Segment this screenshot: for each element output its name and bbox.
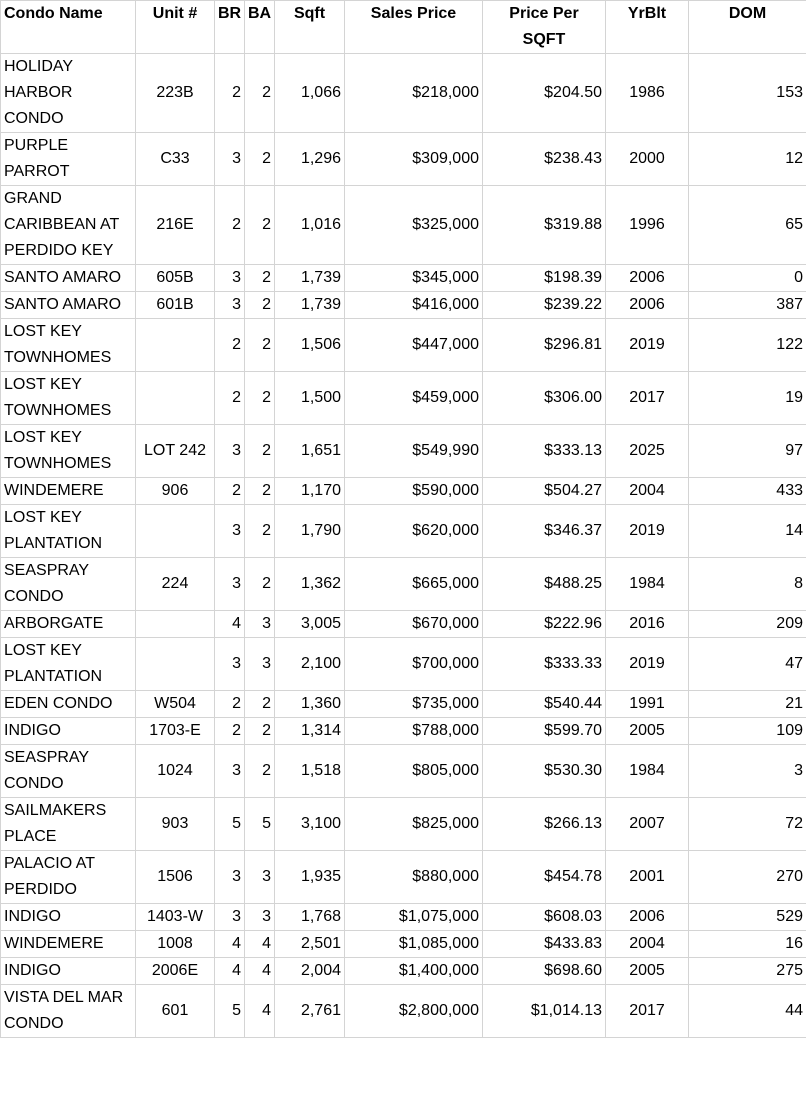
cell-br: 3 (215, 745, 245, 798)
table-row (1, 691, 806, 718)
cell-ba: 2 (245, 54, 275, 133)
cell-unit: 1703-E (136, 718, 215, 745)
cell-sales-price: $1,085,000 (345, 931, 483, 958)
cell-br: 3 (215, 851, 245, 904)
cell-sqft: 1,170 (275, 478, 345, 505)
cell-sales-price: $1,400,000 (345, 958, 483, 985)
cell-br: 3 (215, 265, 245, 292)
cell-ba: 2 (245, 425, 275, 478)
cell-dom: 109 (689, 718, 806, 745)
cell-condo-name: INDIGO (1, 718, 136, 745)
cell-sqft: 2,100 (275, 638, 345, 691)
cell-price-per-sqft: $488.25 (483, 558, 606, 611)
cell-ba: 2 (245, 372, 275, 425)
cell-sqft: 1,935 (275, 851, 345, 904)
cell-sales-price: $735,000 (345, 691, 483, 718)
cell-unit (136, 505, 215, 558)
header-year-built: YrBlt (606, 1, 689, 54)
cell-ba: 5 (245, 798, 275, 851)
cell-price-per-sqft: $454.78 (483, 851, 606, 904)
cell-dom: 153 (689, 54, 806, 133)
cell-year-built: 2017 (606, 372, 689, 425)
cell-dom: 44 (689, 985, 806, 1038)
header-price-per-sqft: Price Per SQFT (483, 1, 606, 54)
cell-year-built: 2019 (606, 638, 689, 691)
table-row (1, 505, 806, 558)
cell-price-per-sqft: $530.30 (483, 745, 606, 798)
cell-ba: 3 (245, 611, 275, 638)
cell-sqft: 1,296 (275, 133, 345, 186)
cell-year-built: 1986 (606, 54, 689, 133)
cell-ba: 4 (245, 931, 275, 958)
cell-year-built: 2005 (606, 958, 689, 985)
cell-ba: 2 (245, 133, 275, 186)
cell-sales-price: $416,000 (345, 292, 483, 319)
cell-br: 3 (215, 133, 245, 186)
table-row (1, 985, 806, 1038)
cell-condo-name: VISTA DEL MAR CONDO (1, 985, 136, 1038)
cell-unit: C33 (136, 133, 215, 186)
table-row (1, 186, 806, 265)
cell-condo-name: LOST KEY TOWNHOMES (1, 425, 136, 478)
table-row (1, 372, 806, 425)
cell-unit: 1506 (136, 851, 215, 904)
cell-dom: 3 (689, 745, 806, 798)
cell-year-built: 1984 (606, 745, 689, 798)
cell-price-per-sqft: $698.60 (483, 958, 606, 985)
cell-sales-price: $459,000 (345, 372, 483, 425)
cell-condo-name: EDEN CONDO (1, 691, 136, 718)
table-header (1, 1, 806, 54)
cell-unit (136, 611, 215, 638)
cell-br: 4 (215, 611, 245, 638)
table-body (1, 54, 806, 1038)
cell-condo-name: ARBORGATE (1, 611, 136, 638)
cell-br: 3 (215, 505, 245, 558)
cell-sqft: 2,761 (275, 985, 345, 1038)
cell-br: 5 (215, 985, 245, 1038)
cell-year-built: 2004 (606, 931, 689, 958)
cell-condo-name: SEASPRAY CONDO (1, 558, 136, 611)
cell-unit: W504 (136, 691, 215, 718)
cell-sales-price: $218,000 (345, 54, 483, 133)
cell-br: 2 (215, 186, 245, 265)
table-row (1, 718, 806, 745)
cell-unit: 2006E (136, 958, 215, 985)
cell-price-per-sqft: $608.03 (483, 904, 606, 931)
cell-condo-name: INDIGO (1, 904, 136, 931)
cell-price-per-sqft: $222.96 (483, 611, 606, 638)
cell-unit (136, 372, 215, 425)
cell-dom: 275 (689, 958, 806, 985)
cell-unit: 601 (136, 985, 215, 1038)
cell-dom: 209 (689, 611, 806, 638)
cell-br: 2 (215, 691, 245, 718)
cell-condo-name: LOST KEY TOWNHOMES (1, 372, 136, 425)
cell-unit: 216E (136, 186, 215, 265)
table-row (1, 478, 806, 505)
header-dom: DOM (689, 1, 806, 54)
cell-ba: 2 (245, 265, 275, 292)
cell-br: 2 (215, 54, 245, 133)
cell-unit: 1403-W (136, 904, 215, 931)
cell-ba: 2 (245, 319, 275, 372)
cell-price-per-sqft: $319.88 (483, 186, 606, 265)
cell-sqft: 1,362 (275, 558, 345, 611)
cell-price-per-sqft: $306.00 (483, 372, 606, 425)
cell-condo-name: SANTO AMARO (1, 265, 136, 292)
cell-sales-price: $620,000 (345, 505, 483, 558)
cell-br: 2 (215, 319, 245, 372)
cell-condo-name: INDIGO (1, 958, 136, 985)
cell-sqft: 3,100 (275, 798, 345, 851)
cell-ba: 3 (245, 851, 275, 904)
cell-condo-name: LOST KEY PLANTATION (1, 638, 136, 691)
cell-dom: 19 (689, 372, 806, 425)
cell-price-per-sqft: $296.81 (483, 319, 606, 372)
table-row (1, 558, 806, 611)
cell-br: 2 (215, 718, 245, 745)
cell-dom: 21 (689, 691, 806, 718)
cell-dom: 529 (689, 904, 806, 931)
cell-sqft: 1,518 (275, 745, 345, 798)
cell-dom: 387 (689, 292, 806, 319)
cell-condo-name: PALACIO AT PERDIDO (1, 851, 136, 904)
table-row (1, 265, 806, 292)
cell-sqft: 1,651 (275, 425, 345, 478)
cell-price-per-sqft: $266.13 (483, 798, 606, 851)
cell-sqft: 1,739 (275, 292, 345, 319)
cell-sales-price: $345,000 (345, 265, 483, 292)
cell-sales-price: $670,000 (345, 611, 483, 638)
table-row (1, 319, 806, 372)
cell-br: 4 (215, 931, 245, 958)
cell-br: 5 (215, 798, 245, 851)
table-row (1, 931, 806, 958)
cell-dom: 14 (689, 505, 806, 558)
cell-price-per-sqft: $333.13 (483, 425, 606, 478)
cell-dom: 16 (689, 931, 806, 958)
header-sales-price: Sales Price (345, 1, 483, 54)
cell-sqft: 1,768 (275, 904, 345, 931)
cell-sales-price: $447,000 (345, 319, 483, 372)
header-sqft: Sqft (275, 1, 345, 54)
cell-unit (136, 638, 215, 691)
cell-price-per-sqft: $204.50 (483, 54, 606, 133)
cell-year-built: 2017 (606, 985, 689, 1038)
cell-year-built: 2019 (606, 319, 689, 372)
cell-sqft: 1,500 (275, 372, 345, 425)
cell-price-per-sqft: $540.44 (483, 691, 606, 718)
cell-sqft: 1,016 (275, 186, 345, 265)
cell-ba: 4 (245, 985, 275, 1038)
cell-br: 2 (215, 372, 245, 425)
cell-condo-name: WINDEMERE (1, 478, 136, 505)
cell-price-per-sqft: $238.43 (483, 133, 606, 186)
cell-dom: 0 (689, 265, 806, 292)
cell-condo-name: LOST KEY TOWNHOMES (1, 319, 136, 372)
cell-condo-name: SEASPRAY CONDO (1, 745, 136, 798)
cell-condo-name: GRAND CARIBBEAN AT PERDIDO KEY (1, 186, 136, 265)
cell-br: 3 (215, 292, 245, 319)
cell-condo-name: SANTO AMARO (1, 292, 136, 319)
cell-br: 3 (215, 638, 245, 691)
cell-dom: 12 (689, 133, 806, 186)
table-row (1, 904, 806, 931)
cell-price-per-sqft: $346.37 (483, 505, 606, 558)
cell-condo-name: WINDEMERE (1, 931, 136, 958)
table-row (1, 54, 806, 133)
cell-sales-price: $325,000 (345, 186, 483, 265)
cell-br: 3 (215, 904, 245, 931)
table-row (1, 425, 806, 478)
cell-year-built: 2000 (606, 133, 689, 186)
cell-unit: 1024 (136, 745, 215, 798)
cell-br: 2 (215, 478, 245, 505)
cell-dom: 65 (689, 186, 806, 265)
cell-sales-price: $788,000 (345, 718, 483, 745)
cell-unit: 605B (136, 265, 215, 292)
cell-year-built: 2019 (606, 505, 689, 558)
cell-dom: 122 (689, 319, 806, 372)
cell-sqft: 1,790 (275, 505, 345, 558)
cell-sqft: 1,360 (275, 691, 345, 718)
cell-price-per-sqft: $504.27 (483, 478, 606, 505)
cell-year-built: 2001 (606, 851, 689, 904)
cell-condo-name: LOST KEY PLANTATION (1, 505, 136, 558)
cell-unit: 903 (136, 798, 215, 851)
cell-price-per-sqft: $1,014.13 (483, 985, 606, 1038)
cell-sales-price: $2,800,000 (345, 985, 483, 1038)
header-row (1, 1, 806, 54)
cell-ba: 2 (245, 505, 275, 558)
cell-dom: 270 (689, 851, 806, 904)
cell-dom: 433 (689, 478, 806, 505)
cell-sqft: 1,739 (275, 265, 345, 292)
cell-price-per-sqft: $333.33 (483, 638, 606, 691)
cell-year-built: 2007 (606, 798, 689, 851)
cell-sales-price: $825,000 (345, 798, 483, 851)
cell-price-per-sqft: $198.39 (483, 265, 606, 292)
cell-year-built: 2005 (606, 718, 689, 745)
cell-year-built: 2004 (606, 478, 689, 505)
table-row (1, 851, 806, 904)
cell-condo-name: PURPLE PARROT (1, 133, 136, 186)
cell-unit: 906 (136, 478, 215, 505)
cell-sqft: 1,066 (275, 54, 345, 133)
cell-ba: 2 (245, 691, 275, 718)
cell-price-per-sqft: $599.70 (483, 718, 606, 745)
cell-ba: 2 (245, 558, 275, 611)
cell-year-built: 2016 (606, 611, 689, 638)
cell-ba: 4 (245, 958, 275, 985)
cell-dom: 97 (689, 425, 806, 478)
cell-br: 3 (215, 425, 245, 478)
cell-sales-price: $549,990 (345, 425, 483, 478)
cell-year-built: 1991 (606, 691, 689, 718)
cell-sqft: 1,506 (275, 319, 345, 372)
cell-year-built: 2006 (606, 265, 689, 292)
cell-year-built: 2006 (606, 292, 689, 319)
cell-unit: LOT 242 (136, 425, 215, 478)
cell-sqft: 3,005 (275, 611, 345, 638)
cell-dom: 47 (689, 638, 806, 691)
cell-ba: 2 (245, 745, 275, 798)
cell-sales-price: $665,000 (345, 558, 483, 611)
cell-br: 4 (215, 958, 245, 985)
cell-price-per-sqft: $239.22 (483, 292, 606, 319)
table-row (1, 133, 806, 186)
header-condo-name: Condo Name (1, 1, 136, 54)
cell-sales-price: $309,000 (345, 133, 483, 186)
cell-ba: 2 (245, 478, 275, 505)
table-row (1, 611, 806, 638)
cell-sales-price: $700,000 (345, 638, 483, 691)
cell-year-built: 1984 (606, 558, 689, 611)
cell-dom: 72 (689, 798, 806, 851)
cell-sqft: 1,314 (275, 718, 345, 745)
header-unit: Unit # (136, 1, 215, 54)
table-row (1, 745, 806, 798)
cell-year-built: 1996 (606, 186, 689, 265)
cell-dom: 8 (689, 558, 806, 611)
cell-unit: 601B (136, 292, 215, 319)
cell-ba: 2 (245, 718, 275, 745)
cell-year-built: 2025 (606, 425, 689, 478)
table-row (1, 958, 806, 985)
table-row (1, 798, 806, 851)
cell-unit: 224 (136, 558, 215, 611)
cell-unit: 1008 (136, 931, 215, 958)
cell-condo-name: HOLIDAY HARBOR CONDO (1, 54, 136, 133)
cell-ba: 3 (245, 904, 275, 931)
cell-sales-price: $805,000 (345, 745, 483, 798)
header-br: BR (215, 1, 245, 54)
cell-unit: 223B (136, 54, 215, 133)
cell-year-built: 2006 (606, 904, 689, 931)
cell-condo-name: SAILMAKERS PLACE (1, 798, 136, 851)
cell-ba: 2 (245, 292, 275, 319)
cell-sqft: 2,501 (275, 931, 345, 958)
cell-unit (136, 319, 215, 372)
header-ba: BA (245, 1, 275, 54)
cell-sqft: 2,004 (275, 958, 345, 985)
cell-sales-price: $880,000 (345, 851, 483, 904)
table-row (1, 292, 806, 319)
cell-ba: 2 (245, 186, 275, 265)
cell-sales-price: $1,075,000 (345, 904, 483, 931)
cell-br: 3 (215, 558, 245, 611)
cell-ba: 3 (245, 638, 275, 691)
table-row (1, 638, 806, 691)
cell-sales-price: $590,000 (345, 478, 483, 505)
cell-price-per-sqft: $433.83 (483, 931, 606, 958)
